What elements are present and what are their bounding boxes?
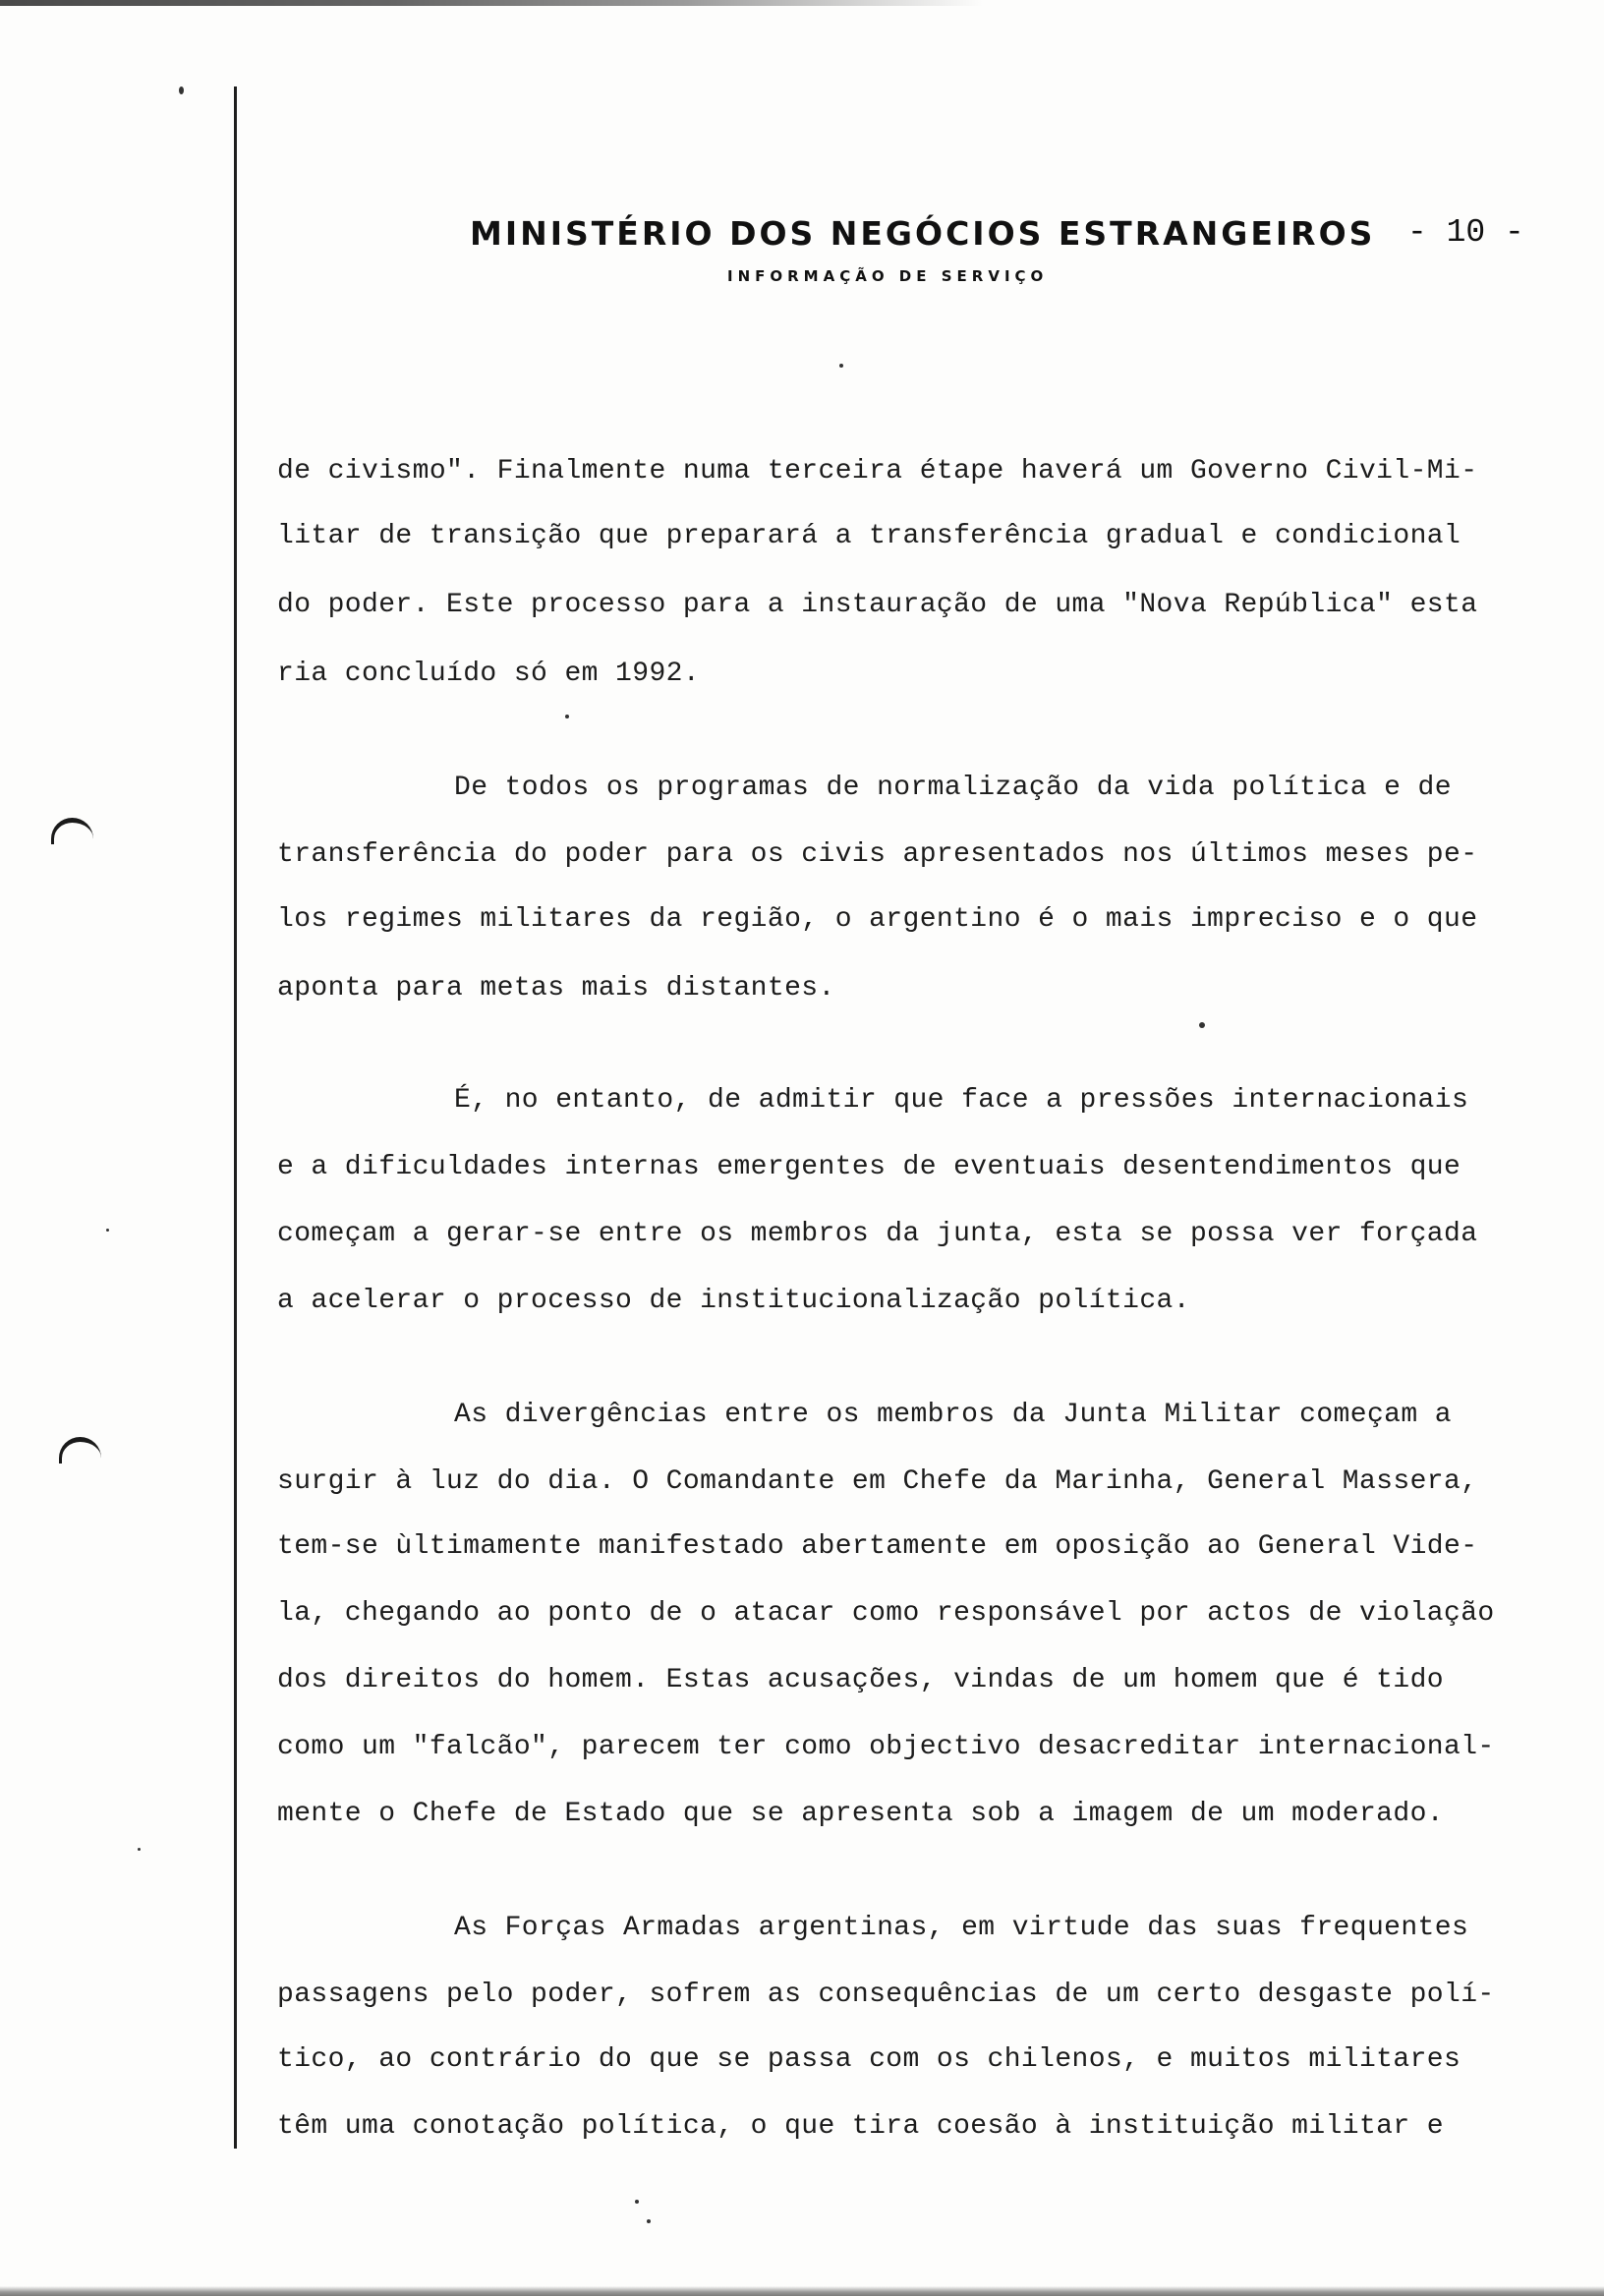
text-line: la, chegando ao ponto de o atacar como responsável por actos de violação [277,1598,1495,1629]
text-line: As Forças Armadas argentinas, em virtude das suas frequentes [454,1913,1469,1943]
text-line: de civismo". Finalmente numa terceira étape haverá um Governo Civil-Mi- [277,456,1478,487]
text-line: do poder. Este processo para a instauração de uma "Nova República" esta [277,590,1478,620]
text-line: los regimes militares da região, o argentino é o mais impreciso e o que [277,904,1478,935]
text-line: aponta para metas mais distantes. [277,973,835,1004]
text-line: litar de transição que preparará a transferência gradual e condicional [277,521,1461,551]
text-line: mente o Chefe de Estado que se apresenta sob a imagem de um moderado. [277,1799,1444,1829]
text-line: surgir à luz do dia. O Comandante em Chefe da Marinha, General Massera, [277,1466,1478,1497]
text-line: têm uma conotação política, o que tira coesão à instituição militar e [277,2111,1444,2142]
text-line: ria concluído só em 1992. [277,659,701,689]
scan-speck [839,364,843,368]
ministry-title: MINISTÉRIO DOS NEGÓCIOS ESTRANGEIROS [470,214,1376,253]
scan-speck [1199,1022,1205,1028]
punch-hole-mark [51,818,93,844]
text-line: De todos os programas de normalização da vida política e de [454,773,1452,803]
text-line: As divergências entre os membros da Junta Militar começam a [454,1400,1452,1430]
scan-speck [179,86,184,94]
text-line: começam a gerar-se entre os membros da junta, esta se possa ver forçada [277,1219,1478,1249]
text-line: e a dificuldades internas emergentes de eventuais desentendimentos que [277,1152,1461,1182]
scan-speck [635,2200,639,2204]
text-line: tico, ao contrário do que se passa com os chilenos, e muitos militares [277,2044,1461,2075]
document-subtitle: INFORMAÇÃO DE SERVIÇO [727,267,1049,285]
scan-bottom-edge [0,2286,1604,2296]
text-line: dos direitos do homem. Estas acusações, vindas de um homem que é tido [277,1665,1444,1695]
scan-top-edge [0,0,983,6]
page-number: - 10 - [1407,214,1524,251]
text-line: É, no entanto, de admitir que face a pressões internacionais [454,1085,1469,1116]
text-line: transferência do poder para os civis apresentados nos últimos meses pe- [277,839,1478,870]
scan-speck [138,1848,141,1851]
scan-speck [106,1229,109,1232]
text-line: a acelerar o processo de institucionalização política. [277,1286,1190,1316]
margin-rule [234,86,237,2149]
text-line: passagens pelo poder, sofrem as consequências de um certo desgaste polí- [277,1980,1495,2010]
scan-speck [647,2219,651,2223]
scan-speck [565,715,569,718]
text-line: tem-se ùltimamente manifestado abertamente em oposição ao General Vide- [277,1531,1478,1562]
text-line: como um "falcão", parecem ter como objectivo desacreditar internacional- [277,1732,1495,1762]
punch-hole-mark [59,1437,101,1464]
